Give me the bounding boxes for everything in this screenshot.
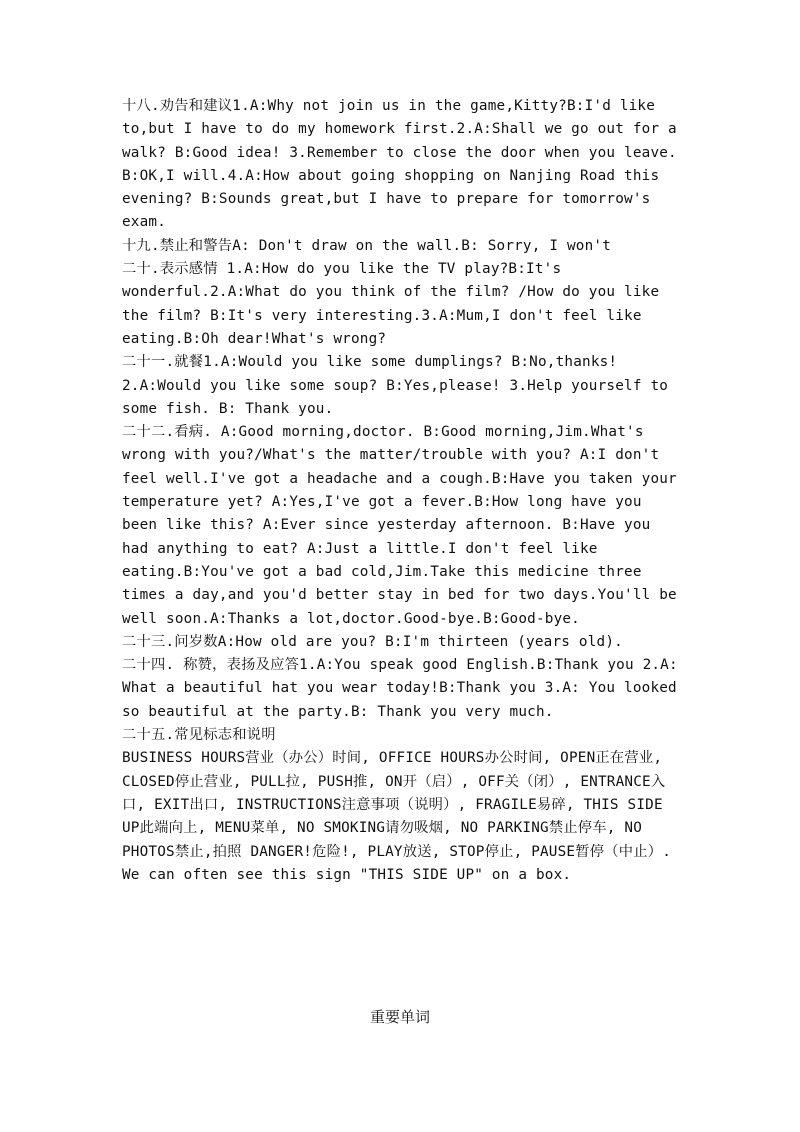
section-25-signs: BUSINESS HOURS营业（办公）时间, OFFICE HOURS办公时间, OPEN正在营业, CLOSED停止营业, PULL拉, PUSH推, ON开（启）, OFF关（闭）, ENTRANCE入口, EXIT出口, INSTRUCTIONS注意事项（说明）, FRAGILE易碎, THIS SIDE UP此端向上, MENU菜单, NO SMOKING请勿吸烟, NO PARKING禁止停车, NO PHOTOS禁止,拍照 DANGER!危险!, PLAY放送, STOP停止, PAUSE暂停（中止）. We can often see this sign "THIS SIDE UP" on a box. xyxy=(122,750,672,883)
section-18-advice: 十八.劝告和建议1.A:Why not join us in the game,Kitty?B:I'd like to,but I have to do my homework first.2.A:Shall we go out for a walk? B:Good idea! 3.Remember to close the door when you leave. B:OK,I will.4.A:How about going shopping on Nanjing Road this evening? B:Sounds great,but I have to prepare for tomorrow's exam. xyxy=(122,98,677,231)
section-20-feelings: 二十.表示感情 1.A:How do you like the TV play?B:It's wonderful.2.A:What do you think of the film? /How do you like the film? B:It's very interesting.3.A:Mum,I don't feel like eating.B:Oh dear!What's wrong? xyxy=(122,261,660,347)
section-23-age: 二十三.问岁数A:How old are you? B:I'm thirteen (years old). xyxy=(122,633,623,650)
section-21-dining: 二十一.就餐1.A:Would you like some dumplings? B:No,thanks! 2.A:Would you like some soup? B:Yes,please! 3.Help yourself to some fish. B: Thank you. xyxy=(122,354,669,417)
important-words-heading: 重要单词 xyxy=(369,1008,430,1026)
section-19-prohibition: 十九.禁止和警告A: Don't draw on the wall.B: Sorry, I won't xyxy=(122,237,612,254)
section-25-title: 二十五.常见标志和说明 xyxy=(122,727,276,744)
section-24-praise: 二十四. 称赞，表扬及应答1.A:You speak good English.B:Thank you 2.A: What a beautiful hat you wear today!B:Thank you 3.A: You looked so beautiful at the party.B: Thank you very much. xyxy=(122,657,678,720)
section-22-doctor: 二十二.看病. A:Good morning,doctor. B:Good morning,Jim.What's wrong with you?/What's the matter/trouble with you? A:I don't feel well.I've got a headache and a cough.B:Have you taken your temperature yet? A:Yes,I've got a fever.B:How long have you been like this? A:Ever since yesterday afternoon. B:Have you had anything to eat? A:Just a little.I don't feel like eating.B:You've got a bad cold,Jim.Take this medicine three times a day,and you'd better stay in bed for two days.You'll be well soon.A:Thanks a lot,doctor.Good-bye.B:Good-bye. xyxy=(122,424,677,627)
